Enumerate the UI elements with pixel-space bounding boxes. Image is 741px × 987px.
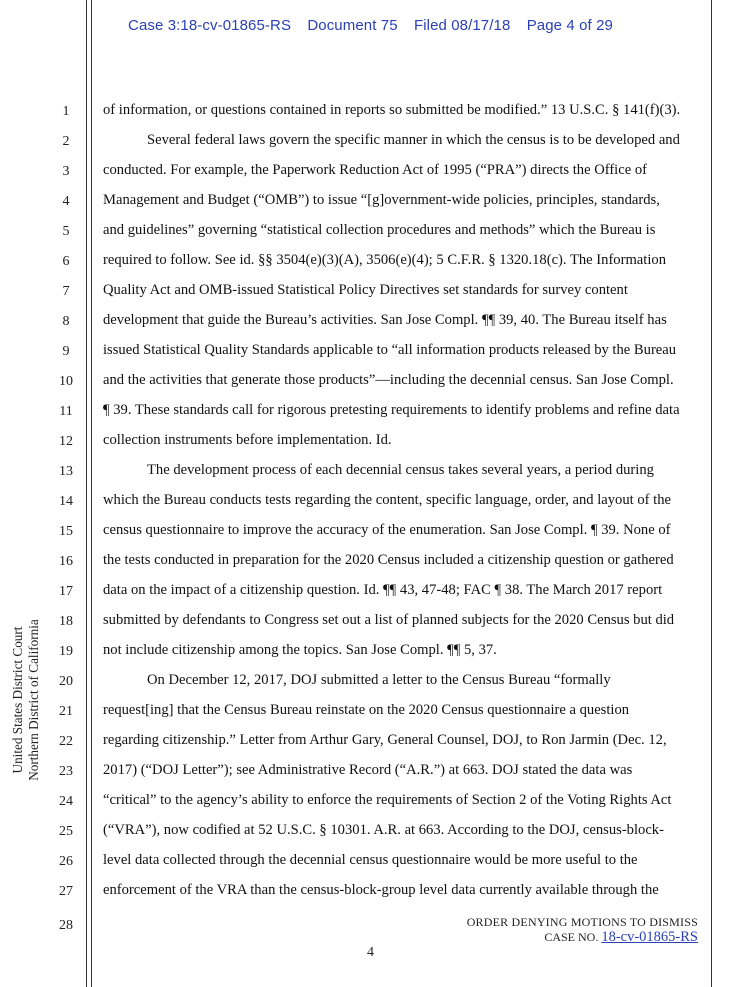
case-number-label: CASE NO. [544, 930, 599, 944]
page-number: 4 [367, 945, 374, 960]
line-number: 1 [62, 104, 70, 119]
text-line: census questionnaire to improve the accuracy of the enumeration. San Jose Compl. ¶ 39. None of [103, 522, 671, 538]
footer-document-title: ORDER DENYING MOTIONS TO DISMISS [466, 915, 698, 929]
header-case: Case 3:18-cv-01865-RS [128, 17, 292, 34]
paragraph-start: The development process of each decennial census takes several years, a period during [147, 462, 654, 478]
text-line: which the Bureau conducts tests regarding the content, specific language, order, and layout of the [103, 492, 671, 508]
text-line: Management and Budget (“OMB”) to issue “[g]overnment-wide policies, principles, standards, [103, 192, 660, 208]
text-line: collection instruments before implementation. Id. [103, 432, 392, 448]
text-line: enforcement of the VRA than the census-block-group level data currently available through the [103, 882, 659, 898]
line-number: 9 [62, 344, 70, 359]
line-number: 24 [59, 794, 73, 809]
text-line: not include citizenship among the topics. San Jose Compl. ¶¶ 5, 37. [103, 642, 497, 658]
header-page: Page 4 of 29 [526, 17, 613, 34]
text-line: and guidelines” governing “statistical collection procedures and methods” which the Bureau is [103, 222, 656, 238]
line-number: 14 [59, 494, 73, 509]
text-line: request[ing] that the Census Bureau reinstate on the 2020 Census questionnaire a question [103, 702, 630, 718]
line-number: 17 [59, 584, 73, 599]
text-line: regarding citizenship.” Letter from Arthur Gary, General Counsel, DOJ, to Ron Jarmin (Dec. 12, [103, 732, 667, 748]
left-margin-rule-inner [91, 0, 92, 987]
line-number: 25 [59, 824, 73, 839]
line-number: 5 [62, 224, 70, 239]
paragraph-start: Several federal laws govern the specific manner in which the census is to be developed and [147, 132, 680, 148]
text-line: of information, or questions contained in reports so submitted be modified.” 13 U.S.C. § 141(f)(3). [103, 102, 681, 118]
text-line: “critical” to the agency’s ability to enforce the requirements of Section 2 of the Voting Rights Act [103, 792, 672, 808]
line-number: 3 [62, 164, 70, 179]
line-number: 8 [62, 314, 70, 329]
court-side-label [10, 619, 42, 781]
case-number-link[interactable]: 18-cv-01865-RS [601, 929, 698, 945]
line-number: 19 [59, 644, 73, 659]
right-margin-rule [711, 0, 712, 987]
line-number: 22 [59, 734, 73, 749]
court-name: United States District Court [10, 626, 25, 774]
line-number: 13 [59, 464, 73, 479]
district-name: Northern District of California [26, 619, 41, 781]
text-line: Quality Act and OMB-issued Statistical Policy Directives set standards for survey content [103, 282, 628, 298]
line-number: 18 [59, 614, 73, 629]
footer-case-number [544, 929, 698, 946]
line-number: 20 [59, 674, 73, 689]
header-filed: Filed 08/17/18 [413, 17, 511, 34]
text-line: (“VRA”), now codified at 52 U.S.C. § 10301. A.R. at 663. According to the DOJ, census-block- [103, 822, 664, 838]
line-number: 15 [59, 524, 73, 539]
line-number: 12 [59, 434, 73, 449]
line-number: 10 [59, 374, 73, 389]
line-number: 21 [59, 704, 73, 719]
text-line: development that guide the Bureau’s activities. San Jose Compl. ¶¶ 39, 40. The Bureau itself has [103, 312, 667, 328]
line-number: 7 [62, 284, 70, 299]
line-number: 2 [62, 134, 70, 149]
text-line: conducted. For example, the Paperwork Reduction Act of 1995 (“PRA”) directs the Office of [103, 162, 648, 178]
line-number: 26 [59, 854, 73, 869]
line-number: 11 [59, 404, 73, 419]
line-number: 4 [62, 194, 70, 209]
text-line: required to follow. See id. §§ 3504(e)(3)(A), 3506(e)(4); 5 C.F.R. § 1320.18(c). The Information [103, 252, 666, 268]
header-document: Document 75 [307, 17, 398, 34]
line-number: 28 [59, 918, 73, 933]
text-line: 2017) (“DOJ Letter”); see Administrative Record (“A.R.”) at 663. DOJ stated the data was [103, 762, 633, 778]
text-line: level data collected through the decennial census questionnaire would be more useful to the [103, 852, 638, 868]
line-number: 16 [59, 554, 73, 569]
paragraph-start: On December 12, 2017, DOJ submitted a letter to the Census Bureau “formally [147, 672, 611, 688]
text-line: ¶ 39. These standards call for rigorous pretesting requirements to identify problems and refine data [103, 402, 680, 418]
line-number: 6 [62, 254, 70, 269]
text-line: and the activities that generate those products”—including the decennial census. San Jose Compl. [103, 372, 674, 388]
text-line: data on the impact of a citizenship question. Id. ¶¶ 43, 47-48; FAC ¶ 38. The March 2017 report [103, 582, 663, 598]
text-line: issued Statistical Quality Standards applicable to “all information products released by the Bureau [103, 342, 677, 358]
line-number: 23 [59, 764, 73, 779]
case-header [0, 17, 741, 34]
text-line: the tests conducted in preparation for the 2020 Census included a citizenship question or gathered [103, 552, 674, 568]
line-number: 27 [59, 884, 73, 899]
left-margin-rule-outer [86, 0, 87, 987]
text-line: submitted by defendants to Congress set out a list of planned subjects for the 2020 Census but did [103, 612, 675, 628]
